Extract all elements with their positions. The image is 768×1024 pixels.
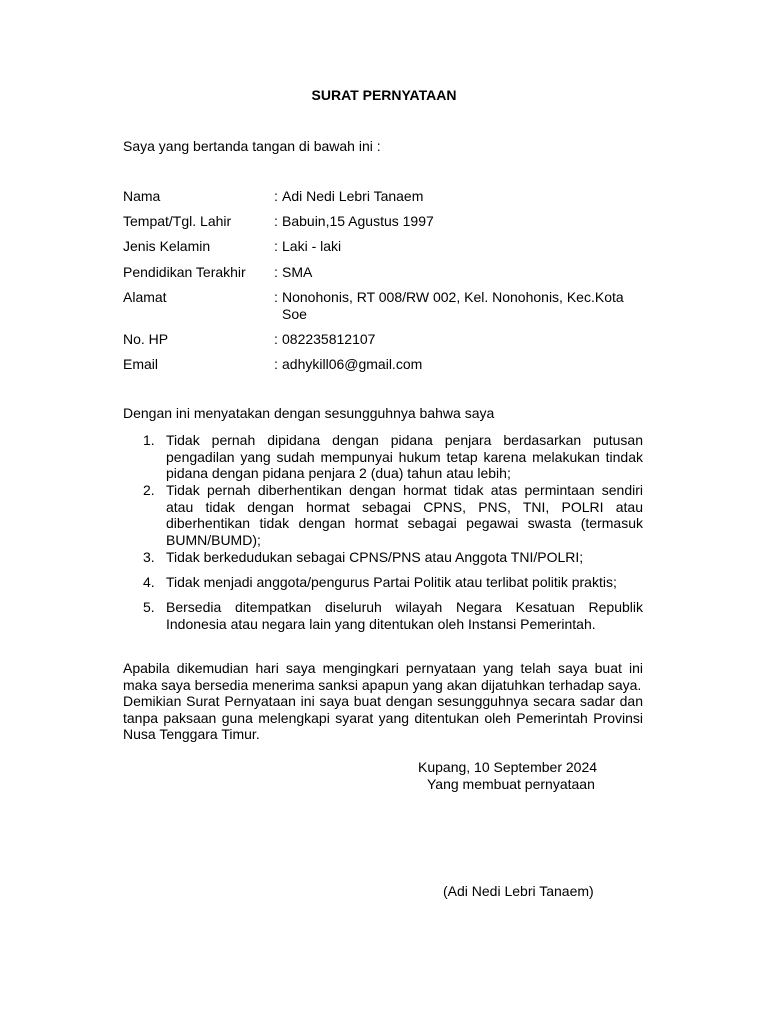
item-text: Bersedia ditempatkan diseluruh wilayah Negara Kesatuan Republik Indonesia atau negara lain yang ditentukan oleh Instansi Pemerintah. [166, 599, 643, 632]
field-label: Tempat/Tgl. Lahir [123, 213, 232, 229]
field-value: Adi Nedi Lebri Tanaem [282, 188, 424, 204]
item-number: 3. [143, 549, 155, 565]
item-number: 4. [143, 574, 155, 590]
field-colon: : [274, 289, 278, 305]
field-value: Babuin,15 Agustus 1997 [282, 213, 434, 229]
field-colon: : [274, 356, 278, 372]
item-number: 1. [143, 432, 155, 448]
field-label: Email [123, 356, 159, 372]
closing-paragraph [123, 660, 643, 743]
field-label: No. HP [123, 331, 169, 347]
field-value: SMA [282, 264, 313, 280]
field-colon: : [274, 331, 278, 347]
field-label: Alamat [123, 289, 167, 305]
intro-text: Saya yang bertanda tangan di bawah ini : [123, 138, 381, 154]
field-colon: : [274, 264, 278, 280]
field-value: Nonohonis, RT 008/RW 002, Kel. Nonohonis, Kec.Kota Soe [282, 289, 624, 322]
item-text: Tidak pernah diberhentikan dengan hormat tidak atas permintaan sendiri atau tidak dengan hormat sebagai CPNS, PNS, TNI, POLRI atau diberhentikan tidak dengan hormat sebagai pegawai swasta (termasuk BUMN/BUMD); [166, 482, 643, 548]
declaration-intro: Dengan ini menyatakan dengan sesungguhnya bahwa saya [123, 405, 495, 421]
item-number: 5. [143, 599, 155, 615]
item-text: Tidak pernah dipidana dengan pidana penjara berdasarkan putusan pengadilan yang sudah mempunyai hukum tetap karena melakukan tindak pidana dengan pidana penjara 2 (dua) tahun atau lebih; [166, 432, 643, 481]
closing-conclusion: Demikian Surat Pernyataan ini saya buat dengan sesungguhnya secara sadar dan tanpa paksaan guna melengkapi syarat yang ditentukan oleh Pemerintah Provinsi Nusa Tenggara Timur. [123, 693, 643, 742]
field-colon: : [274, 238, 278, 254]
field-value: 082235812107 [282, 331, 376, 347]
signer-role: Yang membuat pernyataan [427, 776, 595, 792]
item-text: Tidak menjadi anggota/pengurus Partai Politik atau terlibat politik praktis; [166, 574, 617, 590]
field-colon: : [274, 188, 278, 204]
document-title: SURAT PERNYATAAN [311, 87, 457, 103]
field-colon: : [274, 213, 278, 229]
place-date: Kupang, 10 September 2024 [418, 759, 598, 775]
item-number: 2. [143, 482, 155, 498]
field-value: adhykill06@gmail.com [282, 356, 423, 372]
item-text: Tidak berkedudukan sebagai CPNS/PNS atau Anggota TNI/POLRI; [166, 549, 584, 565]
field-label: Pendidikan Terakhir [123, 264, 246, 280]
signer-name: (Adi Nedi Lebri Tanaem) [443, 883, 594, 899]
field-value: Laki - laki [282, 238, 342, 254]
field-label: Nama [123, 188, 161, 204]
closing-statement: Apabila dikemudian hari saya mengingkari pernyataan yang telah saya buat ini maka saya bersedia menerima sanksi apapun yang akan dijatuhkan terhadap saya. [123, 660, 643, 693]
field-label: Jenis Kelamin [123, 238, 211, 254]
